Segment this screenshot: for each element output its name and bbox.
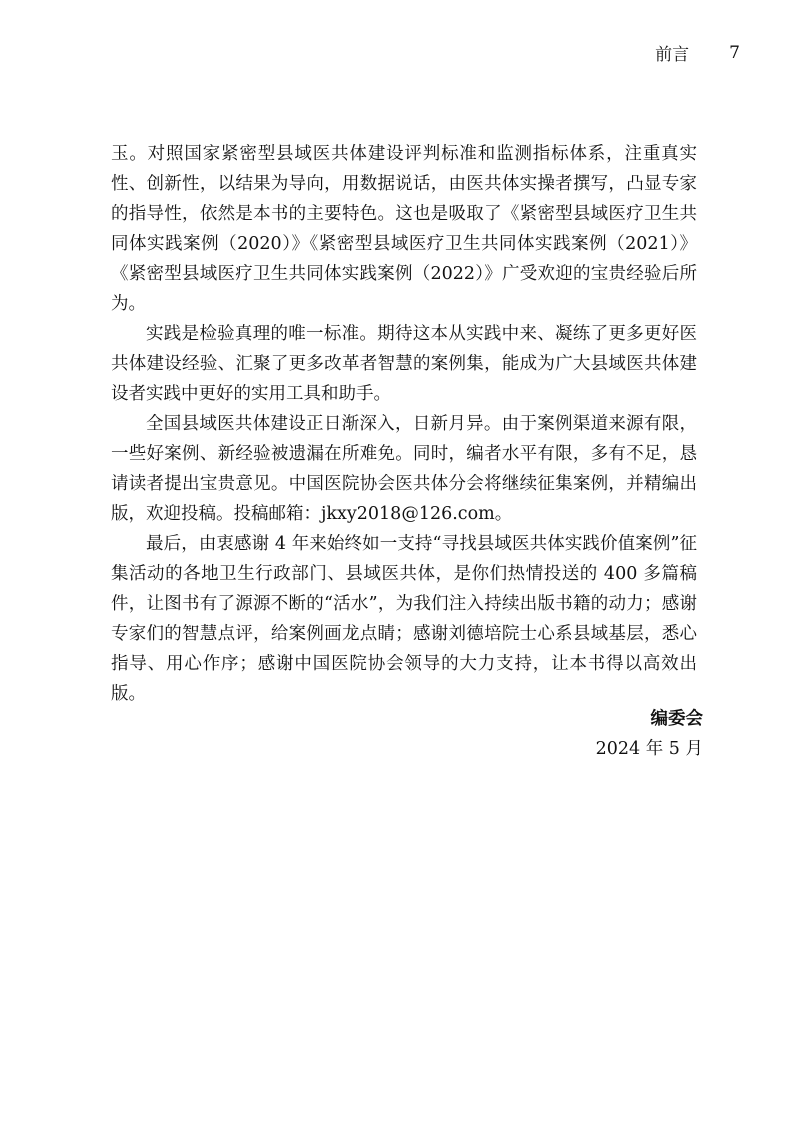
- signature-date: 2024 年 5 月: [595, 739, 703, 759]
- paragraph: 全国县域医共体建设正日渐深入，日新月异。由于案例渠道来源有限，一些好案例、新经验被遗漏在所难免。同时，编者水平有限，多有不足，恳请读者提出宝贵意见。中国医院协会医共体分会将继续征集案例，并精编出版，欢迎投稿。投稿邮箱：jkxy2018@126.com。: [111, 414, 697, 524]
- paragraph-continuation: 玉。对照国家紧密型县域医共体建设评判标准和监测指标体系，注重真实性、创新性，以结果为导向，用数据说话，由医共体实操者撰写，凸显专家的指导性，依然是本书的主要特色。这也是吸取了《紧密型县域医疗卫生共同体实践案例（2020）》《紧密型县域医疗卫生共同体实践案例（2021）》《紧密型县域医疗卫生共同体实践案例（2022）》广受欢迎的宝贵经验后所为。: [111, 144, 697, 314]
- page-header: [655, 40, 740, 65]
- section-title: 前言: [655, 45, 690, 65]
- body-text: [111, 139, 697, 709]
- signature-block: [596, 704, 703, 764]
- paragraph: 实践是检验真理的唯一标准。期待这本从实践中来、凝练了更多更好医共体建设经验、汇聚了更多改革者智慧的案例集，能成为广大县域医共体建设者实践中更好的实用工具和助手。: [111, 324, 697, 404]
- paragraph: 最后，由衷感谢 4 年来始终如一支持“寻找县域医共体实践价值案例”征集活动的各地卫生行政部门、县域医共体，是你们热情投送的 400 多篇稿件，让图书有了源源不断的“活水”，为我们注入持续出版书籍的动力；感谢专家们的智慧点评，给案例画龙点睛；感谢刘德培院士心系县域基层，悉心指导、用心作序；感谢中国医院协会领导的大力支持，让本书得以高效出版。: [111, 534, 697, 704]
- page-number: 7: [729, 42, 740, 63]
- signature-organization: 编委会: [650, 709, 703, 729]
